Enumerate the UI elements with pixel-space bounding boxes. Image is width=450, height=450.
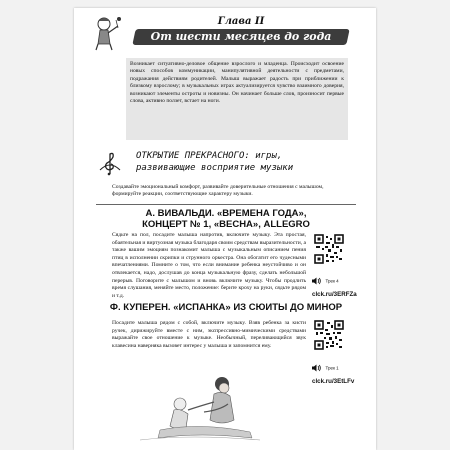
- track-label: Трек 1: [325, 365, 339, 371]
- piece-title: [96, 204, 356, 230]
- book-page: [74, 8, 376, 450]
- piece-title-line1: Ф. КУПЕРЕН. «ИСПАНКА» ИЗ СЮИТЫ ДО МИНОР: [109, 302, 343, 313]
- section-description: Создавайте эмоциональный комфорт, развивайте доверительные отношения с малышом, формируйте реакции, соответствующие характеру музыки.: [112, 184, 324, 198]
- track-label: Трек 4: [325, 278, 339, 284]
- speaker-icon: [312, 277, 321, 285]
- mother-and-baby-illustration: [130, 374, 266, 444]
- section-title-line1: ОТКРЫТИЕ ПРЕКРАСНОГО: игры,: [136, 151, 283, 161]
- intro-paragraph: Возникает ситуативно-деловое общение взрослого и младенца. Происходит освоение новых способов коммуникации, манипулятивной деятельности с предметами, подражания действиям родителей. Малыш выражает радость при приближении к близкому взрослому; в музыкальных играх актуализируется чувство взаимного доверия, возникают элементы остроты и новизны. Он начинает больше слов, произносит первые слова, активно ползет, встает на ноги.: [130, 61, 344, 105]
- track-url[interactable]: clck.ru/3EtLFv: [312, 378, 355, 385]
- track-url[interactable]: clck.ru/3ERFZa: [312, 291, 357, 298]
- audio-track-link[interactable]: [312, 272, 356, 298]
- piece-title: [96, 299, 356, 313]
- chapter-header: [74, 14, 376, 54]
- section-title-line2: развивающие восприятие музыки: [136, 163, 294, 173]
- intro-box: [126, 58, 348, 140]
- boy-illustration: [90, 14, 126, 52]
- audio-track-link[interactable]: [312, 359, 356, 385]
- piece-title-line2: КОНЦЕРТ № 1, «ВЕСНА», ALLEGRO: [142, 219, 310, 230]
- chapter-label: Глава II: [217, 16, 265, 27]
- piece-description: Посадите малыша рядом с собой, включите музыку. Взяв ребенка за кисти ручек, дирижируйте вместе с ним, экспрессивно-мимическими средствами выражайте свое отношение к музыке. Необычный, переливающийся звук клавесина наверняка вызовет интерес у малыша и запомнится ему.: [112, 320, 306, 349]
- qr-code-icon[interactable]: [314, 234, 344, 264]
- section-heading: [98, 150, 358, 182]
- chapter-title: От шести месяцев до года: [150, 30, 332, 43]
- speaker-icon: [312, 364, 321, 372]
- qr-code-icon[interactable]: [314, 320, 344, 350]
- treble-clef-icon: [98, 150, 122, 176]
- piece-title-line1: А. ВИВАЛЬДИ. «ВРЕМЕНА ГОДА»,: [145, 208, 307, 219]
- piece-description: Сядьте на пол, посадите малыша напротив, включите музыку. Эта простая, обаятельная и виртуозная музыка благодаря своим средствам выразительности, а также вашим эмоциям познакомит малыша с музыкальным описанием пения птиц в исполнении скрипки и струнного оркестра. Она обогатит его чудесными впечатлениями. Помните о том, что если внимание ребенка неустойчиво и он отвлекается, надо, дослушав до конца музыкальную фразу, сделать небольшой перерыв. Поговорите с малышом и вновь включите музыку. Чтобы продлить время слушания, меняйте место, положение: берите кроху на руки, сядьте рядом и т.д.: [112, 232, 306, 299]
